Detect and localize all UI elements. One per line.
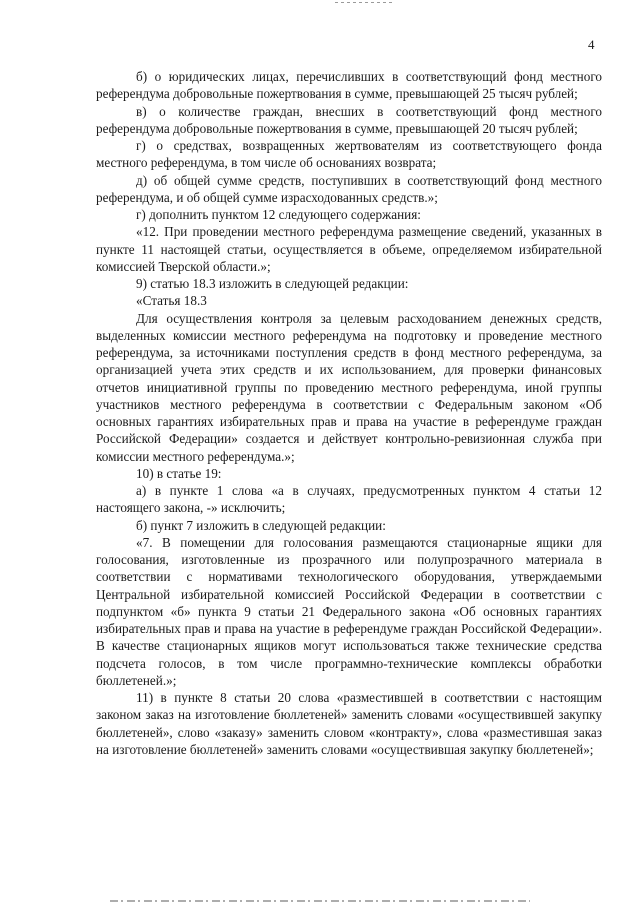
paragraph-add-point-12: г) дополнить пунктом 12 следующего содержания:	[136, 207, 421, 222]
paragraph-article-19-b: б) пункт 7 изложить в следующей редакции:	[136, 517, 386, 533]
paragraph-point-7-text: «7. В помещении для голосования размещаются стационарные ящики для голосования, изготовленные из прозрачного или полупрозрачного материала в соответствии с нормативами технологического оборудования, утверждаемыми Центральной избирательной комиссией Российской Федерации в соответствии с подпунктом «б» пункта 9 статьи 21 Федерального закона «Об основных гарантиях избирательных прав и права на участие в референдуме граждан Российской Федерации». В качестве стационарных ящиков могут использоваться также технические средства подсчета голосов, в том числе программно-технические комплексы обработки бюллетеней.»;	[96, 534, 602, 688]
paragraph-article-19-a: а) в пункте 1 слова «а в случаях, предусмотренных пунктом 4 статьи 12 настоящего закона, -» исключить;	[96, 483, 602, 516]
paragraph-g-refunds: г) о средствах, возвращенных жертвователям из соответствующего фонда местного референдума, в том числе об основаниях возврата;	[96, 138, 602, 171]
paragraph-article-18-3-text: Для осуществления контроля за целевым расходованием денежных средств, выделенных комиссии местного референдума на подготовку и проведение местного референдума, за источниками поступления средств в фонд местного референдума, за организацией учета этих средств и их использованием, для проверки финансовых отчетов инициативной группы по проведению местного референдума, иной группы участников местного референдума в соответствии с Федеральным законом «Об основных гарантиях избирательных прав и права на участие в референдуме граждан Российской Федерации» создается и действует контрольно-ревизионная служба при комиссии местного референдума.»;	[96, 310, 602, 464]
paragraph-d-total-funds: д) об общей сумме средств, поступивших в соответствующий фонд местного референдума, и об общей сумме израсходованных средств.»;	[96, 172, 602, 205]
article-18-3-heading: «Статья 18.3	[136, 293, 207, 309]
scan-artifact-bottom	[110, 900, 530, 902]
paragraph-article-18-3-intro: 9) статью 18.3 изложить в следующей редакции:	[136, 276, 409, 291]
paragraph-article-20-amendment: 11) в пункте 8 статьи 20 слова «разместившей в соответствии с настоящим законом заказ на изготовление бюллетеней» заменить словами «осуществившей закупку бюллетеней», слово «заказу» заменить словом «контракту», слова «разместившая заказ на изготовление бюллетеней» заменить словами «осуществившая закупку бюллетеней»;	[96, 690, 602, 757]
paragraph-point-12-text: «12. При проведении местного референдума размещение сведений, указанных в пункте 11 настоящей статьи, осуществляется в объеме, определяемом избирательной комиссией Тверской области.»;	[96, 224, 602, 274]
paragraph-article-19-intro: 10) в статье 19:	[136, 465, 222, 481]
document-body	[96, 68, 602, 758]
scan-artifact-top	[335, 2, 395, 3]
paragraph-b-legal-entities: б) о юридических лицах, перечисливших в соответствующий фонд местного референдума добровольные пожертвования в сумме, превышающей 25 тысяч рублей;	[96, 69, 602, 102]
paragraph-v-citizens-count: в) о количестве граждан, внесших в соответствующий фонд местного референдума добровольные пожертвования в сумме, превышающей 20 тысяч рублей;	[96, 103, 602, 136]
page-number: 4	[588, 37, 595, 52]
